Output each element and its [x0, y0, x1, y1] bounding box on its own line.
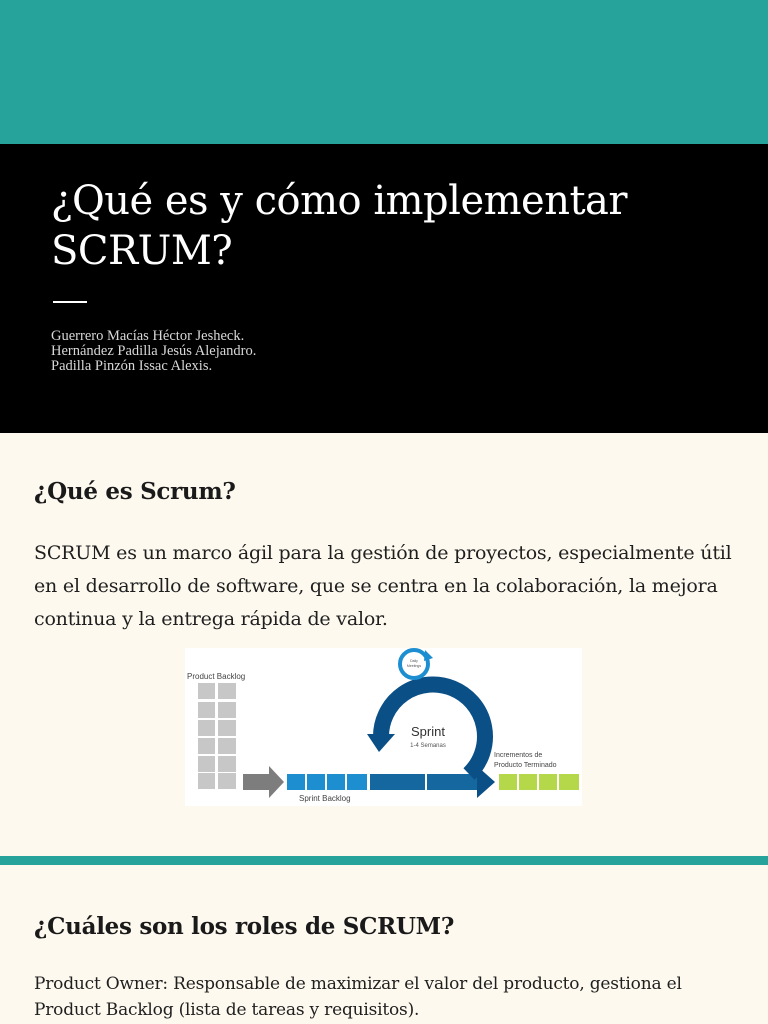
sprint-duration-label: 1-4 Semanas	[410, 743, 446, 749]
scrum-process-diagram	[185, 648, 582, 806]
section-divider-band	[0, 856, 768, 865]
sprint-track	[427, 774, 477, 790]
backlog-cell	[198, 738, 215, 754]
increments-label-line-1: Incrementos de	[494, 752, 543, 759]
sprint-backlog-bar	[287, 774, 367, 790]
product-backlog-label: Product Backlog	[187, 672, 246, 681]
sprint-backlog-cell	[347, 774, 367, 790]
product-increment-bar	[499, 774, 579, 790]
backlog-cell	[218, 683, 236, 699]
page-title	[51, 176, 731, 276]
backlog-cell	[218, 738, 236, 754]
section-body-what-is-scrum: SCRUM es un marco ágil para la gestión de proyectos, especialmente útil en el desarrollo de software, que se centra en la colaboración, la mejora continua y la entrega rápida de valor.	[34, 542, 732, 630]
increment-cell	[559, 774, 579, 790]
backlog-cell	[198, 773, 215, 789]
increment-cell	[519, 774, 537, 790]
section-heading-scrum-roles: ¿Cuáles son los roles de SCRUM?	[34, 913, 455, 940]
increment-cell	[499, 774, 517, 790]
sprint-backlog-label: Sprint Backlog	[299, 794, 351, 803]
section-heading-what-is-scrum: ¿Qué es Scrum?	[34, 478, 236, 505]
product-backlog-stack	[198, 683, 236, 789]
backlog-cell	[198, 683, 215, 699]
daily-meetings-label-line-1: Daily	[410, 659, 418, 663]
scrum-diagram-svg	[185, 648, 582, 806]
increments-label-line-2: Producto Terminado	[494, 762, 557, 769]
sprint-backlog-cell	[307, 774, 325, 790]
backlog-cell	[198, 702, 215, 718]
gray-arrow-icon	[243, 766, 284, 798]
backlog-cell	[218, 702, 236, 718]
sprint-backlog-cell	[327, 774, 345, 790]
daily-meetings-label-line-2: Meetings	[406, 664, 422, 668]
sprint-backlog-cell	[287, 774, 305, 790]
sprint-track	[370, 774, 425, 790]
title-block	[0, 144, 768, 433]
author-name: Guerrero Macías Héctor Jesheck.	[51, 328, 245, 344]
author-name: Hernández Padilla Jesús Alejandro.	[51, 343, 257, 359]
daily-meetings-arrowhead-icon	[424, 650, 433, 661]
increment-cell	[539, 774, 557, 790]
author-name: Padilla Pinzón Issac Alexis.	[51, 358, 213, 374]
sprint-label: Sprint	[411, 724, 445, 739]
page-title-line-1: ¿Qué es y cómo implementar	[51, 178, 628, 224]
sprint-cycle-arrowhead-icon	[367, 734, 395, 752]
author-list	[51, 329, 256, 374]
backlog-cell	[218, 720, 236, 736]
backlog-cell	[218, 756, 236, 772]
top-teal-band	[0, 0, 768, 144]
section-body-scrum-roles: Product Owner: Responsable de maximizar el valor del producto, gestiona el Product Backlog (lista de tareas y requisitos).	[34, 974, 682, 1020]
backlog-cell	[218, 773, 236, 789]
backlog-cell	[198, 756, 215, 772]
page-title-line-2: SCRUM?	[51, 228, 233, 274]
backlog-cell	[198, 720, 215, 736]
title-underline	[53, 301, 87, 303]
